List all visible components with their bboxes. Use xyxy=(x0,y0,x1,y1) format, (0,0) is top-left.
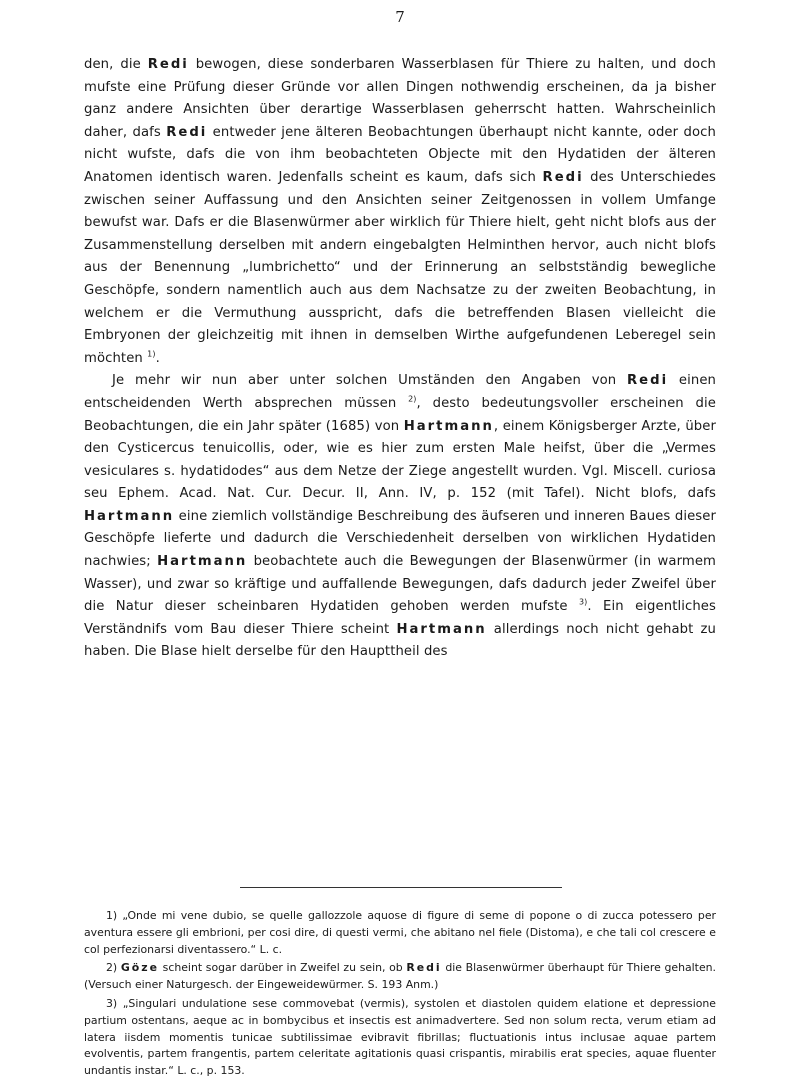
text-segment: 2) xyxy=(106,961,121,975)
text-segment: beobachtete auch die Bewegungen der Blasenwürmer (in warmem Wasser), und zwar so kräftige und auffallende Bewegungen, dafs dadurch jeder Zweifel über die Natur dieser scheinbaren Hydatiden gehoben werden mufste xyxy=(84,554,716,615)
author-name: Redi xyxy=(166,124,208,140)
text-segment: , desto bedeutungsvoller erscheinen die Beobachtungen, die ein Jahr später (1685) von xyxy=(84,395,716,434)
text-segment: . Ein eigentliches Verständnifs vom Bau dieser Thiere scheint xyxy=(84,599,716,637)
footnote-reference: 2) xyxy=(408,394,417,404)
footnote xyxy=(84,908,716,958)
text-segment: einen entscheidenden Werth absprechen müssen xyxy=(84,373,716,411)
footnote-divider xyxy=(240,887,562,888)
footnotes xyxy=(84,908,716,1082)
text-segment: scheint sogar darüber in Zweifel zu sein, ob xyxy=(159,961,407,975)
text-segment: des Unterschiedes zwischen seiner Auffassung und den Ansichten seiner Zeitgenossen in vollem Umfange bewufst war. Dafs er die Blasenwürmer aber wirklich für Thiere hielt, geht nicht blofs aus der Zusammenstellung derselben mit andern eingebalgten Helminthen hervor, auch nicht blofs aus der Benennung „lumbrichetto“ und der Erinnerung an selbstständig bewegliche Geschöpfe, sondern namentlich auch aus dem Nachsatze zu der zweiten Beobachtung, in welchem er die Vermuthung ausspricht, dafs die betreffenden Blasen vielleicht die Embryonen der gleichzeitig mit ihnen in demselben Wirthe aufgefundenen Leberegel sein möchten xyxy=(84,169,717,366)
body-paragraph xyxy=(84,370,716,664)
author-name: Redi xyxy=(406,961,442,975)
text-segment: 1) „Onde mi vene dubio, se quelle gallozzole aquose di figure di seme di popone o di zucca potessero per aventura essere gli embrioni, per cosi dire, di questi vermi, che abitano nel fiele (Distoma), e che tali col crescere e col perfezionarsi diventassero.“ L. c. xyxy=(84,909,716,956)
footnote xyxy=(84,996,716,1080)
page-number: 7 xyxy=(395,8,405,26)
text-segment: 3) „Singulari undulatione sese commovebat (vermis), systolen et diastolen quidem elatione et depressione partium ostentans, aeque ac in bombycibus et insectis est animadvertere. Sed non solum recta, verum etiam ad latera iisdem momentis tunicae subtilissimae evibravit fibrillas; fluctuationis intus inclusae aquae partem evolventis, partem frangentis, partem celeritate agitationis quasi crispantis, mirabilis erat species, aquae fluenter undantis instar.“ L. c., p. 153. xyxy=(84,996,716,1078)
text-segment: eine ziemlich vollständige Beschreibung des äufseren und inneren Baues dieser Geschöpfe lieferte und dadurch die Verschiedenheit derselben von wirklichen Hydatiden nachwies; xyxy=(84,508,716,570)
text-segment: entweder jene älteren Beobachtungen überhaupt nicht kannte, oder doch nicht wufste, dafs die von ihm beobachteten Objecte mit den Hydatiden der älteren Anatomen identisch waren. Jedenfalls scheint es kaum, dafs sich xyxy=(84,124,716,185)
body-paragraph xyxy=(84,54,716,370)
text-segment: die Blasenwürmer überhaupt für Thiere gehalten. (Versuch einer Naturgesch. der Eingeweidewürmer. S. 193 Anm.) xyxy=(84,961,717,992)
author-name: Redi xyxy=(627,373,669,389)
text-segment: , einem Königsberger Arzte, über den Cysticercus tenuicollis, oder, wie es hier zum ersten Male heifst, über die „Vermes vesiculares s. hydatidodes“ aus dem Netze der Ziege angestellt wurden. Vgl. Miscell. curiosa seu Ephem. Acad. Nat. Cur. Decur. II, Ann. IV, p. 152 (mit Tafel). Nicht blofs, dafs xyxy=(84,418,716,502)
text-segment: . xyxy=(155,350,160,366)
text-segment: Je mehr wir nun aber unter solchen Umständen den Angaben von xyxy=(112,373,628,389)
author-name: Hartmann xyxy=(84,508,175,524)
author-name: Redi xyxy=(147,57,189,72)
text-segment: bewogen, diese sonderbaren Wasserblasen für Thiere zu halten, und doch mufste eine Prüfung dieser Gründe vor allen Dingen nothwendig erscheinen, da ja bisher ganz andere Ansichten über derartige Wasserblasen geherrscht hatten. Wahrscheinlich daher, dafs xyxy=(84,57,716,140)
author-name: Hartmann xyxy=(396,621,487,637)
main-text xyxy=(84,54,716,664)
author-name: Hartmann xyxy=(403,418,494,434)
author-name: Redi xyxy=(542,169,584,185)
author-name: Hartmann xyxy=(157,554,248,570)
text-segment: den, die xyxy=(84,57,148,72)
footnote xyxy=(84,960,716,994)
text-segment: allerdings noch nicht gehabt zu haben. Die Blase hielt derselbe für den Haupttheil des xyxy=(84,621,716,660)
footnote-reference: 3) xyxy=(578,597,588,607)
author-name: Göze xyxy=(120,961,159,975)
footnote-reference: 1) xyxy=(147,349,156,359)
